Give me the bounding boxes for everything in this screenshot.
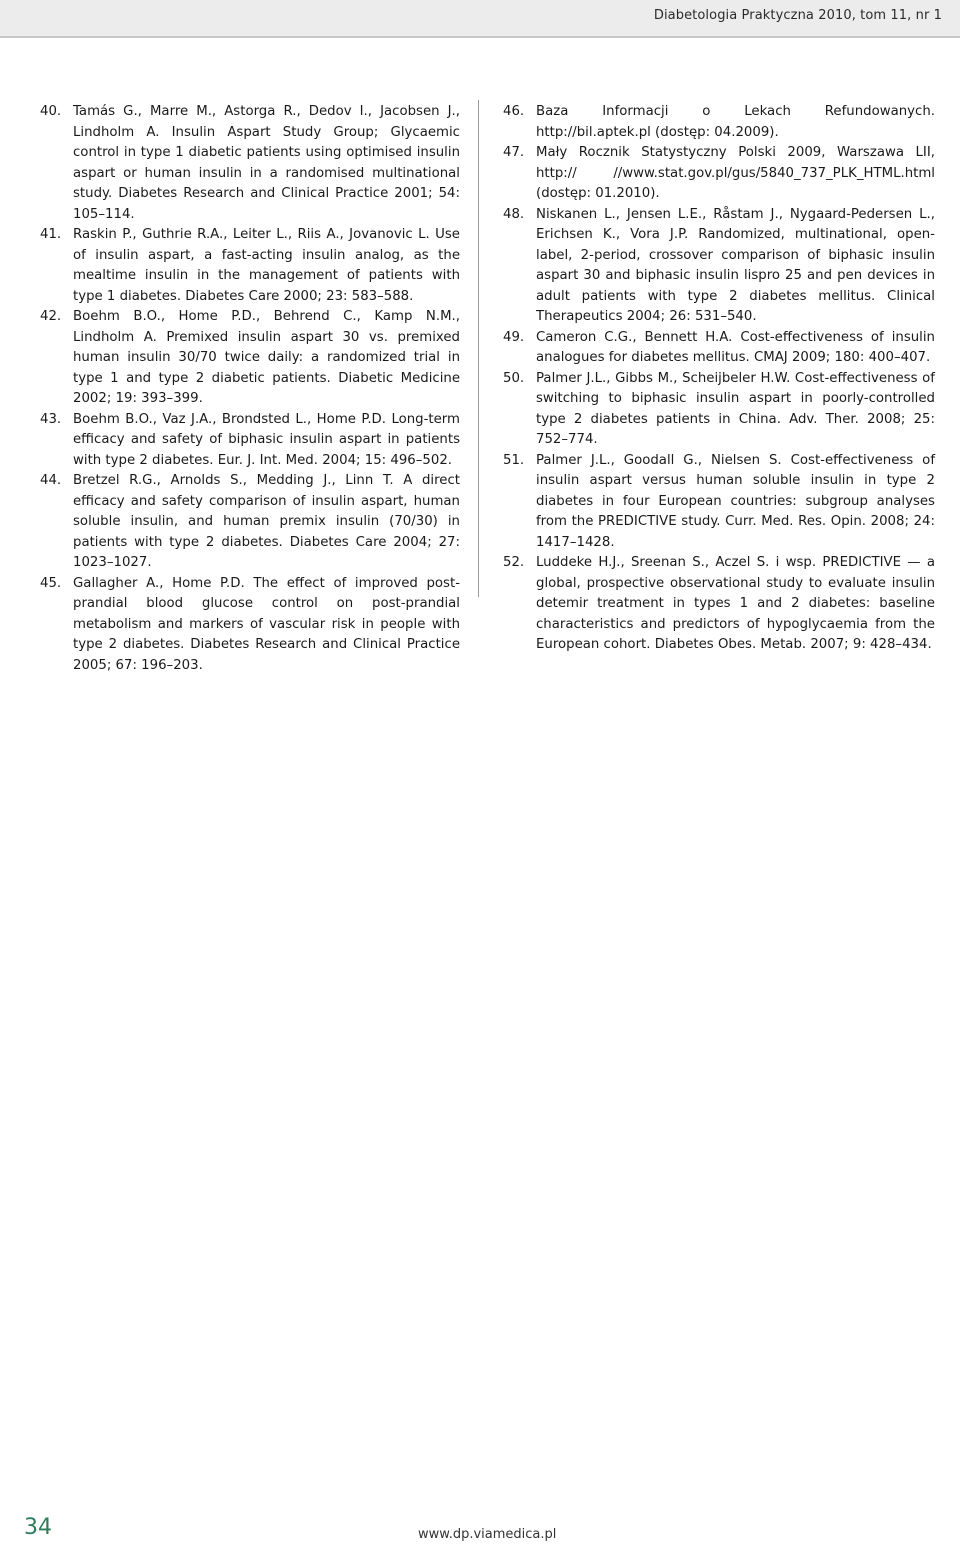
reference-number: 46. xyxy=(503,104,525,119)
reference-number: 44. xyxy=(40,473,62,488)
reference-text: Bretzel R.G., Arnolds S., Medding J., Linn T. A direct efficacy and safety comparison of insulin aspart, human soluble insulin, and human premix insulin (70/30) in patients with type 2 diabetes. Diabetes Care 2004; 27: 1023–1027. xyxy=(73,473,460,570)
reference-text: Palmer J.L., Gibbs M., Scheijbeler H.W. Cost-effectiveness of switching to biphasic insulin aspart in poorly-controlled type 2 diabetes patients in China. Adv. Ther. 2008; 25: 752–774. xyxy=(536,370,935,447)
journal-header-bar xyxy=(0,0,960,38)
reference-number: 41. xyxy=(40,227,62,242)
reference-number: 47. xyxy=(503,145,525,160)
reference-text: Palmer J.L., Goodall G., Nielsen S. Cost-effectiveness of insulin aspart versus human soluble insulin in type 2 diabetes in four European countries: subgroup analyses from the PREDICTIVE study. Curr. Med. Res. Opin. 2008; 24: 1417–1428. xyxy=(536,452,935,550)
page-number: 34 xyxy=(24,1515,52,1540)
reference-item xyxy=(503,328,935,369)
reference-item xyxy=(40,471,460,574)
reference-text: Raskin P., Guthrie R.A., Leiter L., Riis A., Jovanovic L. Use of insulin aspart, a fast-acting insulin analog, as the mealtime insulin in the management of patients with type 1 diabetes. Diabetes Care 2000; 23: 583–588. xyxy=(73,227,460,304)
reference-item xyxy=(40,102,460,225)
reference-item xyxy=(503,102,935,143)
reference-item xyxy=(503,451,935,554)
reference-item xyxy=(40,225,460,307)
reference-item xyxy=(503,143,935,205)
reference-number: 43. xyxy=(40,411,62,427)
reference-text: Baza Informacji o Lekach Refundowanych. http://bil.aptek.pl (dostęp: 04.2009). xyxy=(536,104,935,140)
reference-item xyxy=(503,553,935,656)
reference-number: 52. xyxy=(503,555,525,570)
reference-text: Tamás G., Marre M., Astorga R., Dedov I., Jacobsen J., Lindholm A. Insulin Aspart Study Group; Glycaemic control in type 1 diabetic patients using optimised insulin aspart or human insulin in a randomised multinational study. Diabetes Research and Clinical Practice 2001; 54: 105–114. xyxy=(73,104,460,222)
reference-number: 51. xyxy=(503,452,525,468)
reference-number: 42. xyxy=(40,309,62,324)
reference-text: Boehm B.O., Vaz J.A., Brondsted L., Home P.D. Long-term efficacy and safety of biphasic insulin aspart in patients with type 2 diabetes. Eur. J. Int. Med. 2004; 15: 496–502. xyxy=(73,411,460,468)
column-divider xyxy=(478,100,479,597)
reference-text: Cameron C.G., Bennett H.A. Cost-effectiveness of insulin analogues for diabetes mellitus. CMAJ 2009; 180: 400–407. xyxy=(536,329,935,365)
reference-item xyxy=(40,410,460,472)
reference-text: Gallagher A., Home P.D. The effect of improved post-prandial blood glucose control on post-prandial metabolism and markers of vascular risk in people with type 2 diabetes. Diabetes Research and Clinical Practice 2005; 67: 196–203. xyxy=(73,575,460,673)
reference-number: 49. xyxy=(503,329,525,345)
reference-number: 48. xyxy=(503,206,525,222)
reference-text: Niskanen L., Jensen L.E., Råstam J., Nygaard-Pedersen L., Erichsen K., Vora J.P. Randomized, multinational, open-label, 2-period, crossover comparison of biphasic insulin aspart 30 and biphasic insulin lispro 25 and pen devices in adult patients with type 2 diabetes mellitus. Clinical Therapeutics 2004; 26: 531–540. xyxy=(536,206,935,324)
journal-header-title: Diabetologia Praktyczna 2010, tom 11, nr 1 xyxy=(653,8,942,23)
reference-item xyxy=(503,205,935,328)
reference-number: 50. xyxy=(503,370,525,386)
reference-number: 45. xyxy=(40,575,62,591)
references-column-left xyxy=(40,102,460,676)
references-column-right xyxy=(503,102,935,656)
reference-text: Boehm B.O., Home P.D., Behrend C., Kamp N.M., Lindholm A. Premixed insulin aspart 30 vs. premixed human insulin 30/70 twice daily: a randomized trial in type 1 and type 2 diabetic patients. Diabetic Medicine 2002; 19: 393–399. xyxy=(73,309,460,406)
footer-url[interactable]: www.dp.viamedica.pl xyxy=(418,1527,557,1542)
reference-number: 40. xyxy=(40,104,62,119)
reference-text: Luddeke H.J., Sreenan S., Aczel S. i wsp. PREDICTIVE — a global, prospective observational study to evaluate insulin detemir treatment in types 1 and 2 diabetes: baseline characteristics and predictors of hypoglycaemia from the European cohort. Diabetes Obes. Metab. 2007; 9: 428–434. xyxy=(536,555,935,652)
reference-text: Mały Rocznik Statystyczny Polski 2009, Warszawa LII, http:// //www.stat.gov.pl/gus/5840_737_PLK_HTML.html (dostęp: 01.2010). xyxy=(536,145,935,201)
reference-item xyxy=(40,574,460,677)
reference-item xyxy=(503,369,935,451)
reference-item xyxy=(40,307,460,410)
